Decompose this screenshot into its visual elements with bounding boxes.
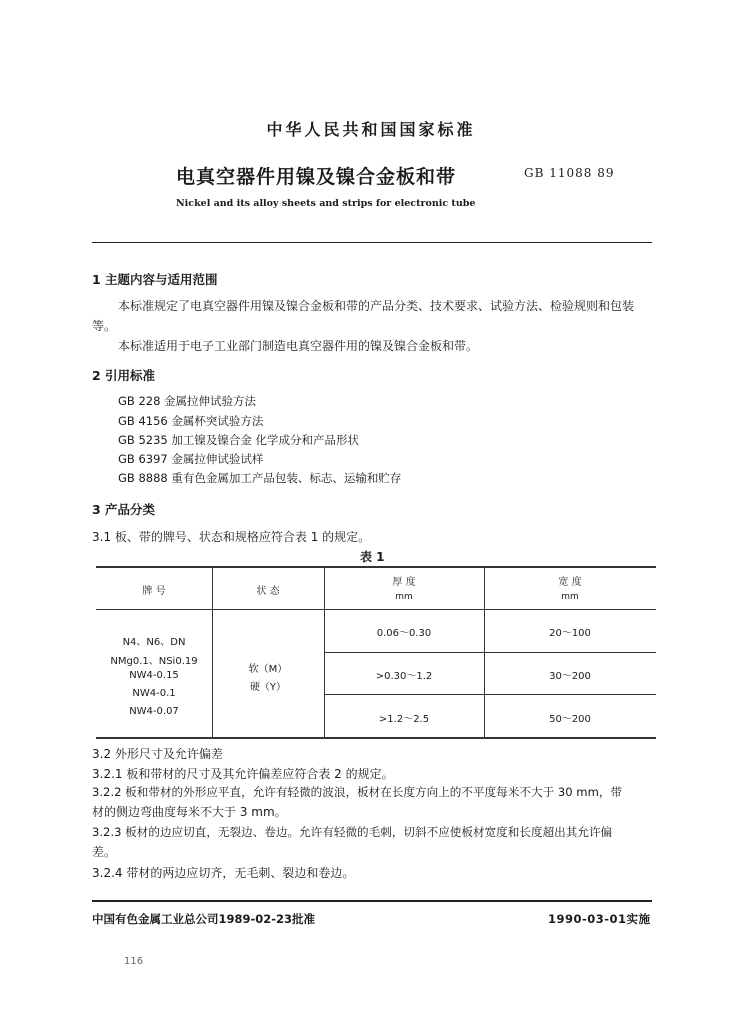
width-cell: 30～200 [549, 671, 591, 682]
header-width-unit: mm [561, 592, 579, 602]
section2-heading: 2 引用标准 [92, 368, 156, 383]
header-thickness-unit: mm [395, 592, 413, 602]
document-title: 电真空器件用镍及镍合金板和带 [176, 166, 457, 188]
reference-item: GB 8888 重有色金属加工产品包装、标志、运输和贮存 [118, 471, 402, 485]
issuing-organization: 中华人民共和国国家标准 [266, 120, 476, 139]
standard-code: GB 11088 89 [524, 166, 615, 180]
reference-item: GB 228 金属拉伸试验方法 [118, 394, 257, 408]
reference-item: GB 4156 金属杯突试验方法 [118, 414, 264, 428]
header-divider [92, 242, 652, 243]
clause-3-2-1: 3.2.1 板和带材的尺寸及其允许偏差应符合表 2 的规定。 [92, 767, 394, 781]
reference-item: GB 5235 加工镍及镍合金 化学成分和产品形状 [118, 433, 360, 447]
footer-divider [92, 900, 652, 902]
header-grade: 牌 号 [142, 586, 166, 597]
clause-3-2-2-line1: 3.2.2 板和带材的外形应平直，允许有轻微的波浪，板材在长度方向上的不平度每米不大于 30 mm，带 [92, 785, 623, 799]
clause-3-1: 3.1 板、带的牌号、状态和规格应符合表 1 的规定。 [92, 530, 371, 544]
thickness-cell: 0.06～0.30 [376, 628, 432, 639]
section1-heading: 1 主题内容与适用范围 [92, 272, 218, 287]
table1-caption: 表 1 [360, 550, 385, 564]
table-bottom-rule [96, 737, 656, 739]
grade-cell: N4、N6、DN [122, 637, 186, 648]
width-cell: 20～100 [549, 628, 591, 639]
table-row-rule [324, 652, 656, 653]
section1-para1-line1: 本标准规定了电真空器件用镍及镍合金板和带的产品分类、技术要求、试验方法、检验规则和包装 [118, 299, 635, 313]
grade-cell: NMg0.1、NSi0.19 [110, 656, 198, 667]
grade-cell: NW4-0.07 [129, 706, 179, 717]
page-number: 116 [124, 956, 144, 967]
effective-date: 1990-03-01实施 [548, 912, 651, 926]
section1-para2: 本标准适用于电子工业部门制造电真空器件用的镍及镍合金板和带。 [118, 339, 479, 353]
grade-cell: NW4-0.15 [129, 670, 179, 681]
clause-3-2-4: 3.2.4 带材的两边应切齐，无毛刺、裂边和卷边。 [92, 866, 355, 880]
grade-cell: NW4-0.1 [132, 688, 176, 699]
width-cell: 50～200 [549, 714, 591, 725]
section3-heading: 3 产品分类 [92, 502, 156, 517]
thickness-cell: >1.2～2.5 [378, 714, 430, 725]
english-title: Nickel and its alloy sheets and strips for electronic tube [176, 198, 476, 209]
state-cell: 硬（Y） [249, 682, 287, 693]
header-thickness: 厚 度 [392, 577, 416, 588]
table-header-rule [96, 609, 656, 610]
state-cell: 软（M） [248, 664, 288, 675]
header-width: 宽 度 [558, 577, 582, 588]
table-top-rule [96, 566, 656, 568]
clause-3-2-heading: 3.2 外形尺寸及允许偏差 [92, 747, 223, 761]
clause-3-2-3-line2: 差。 [92, 845, 117, 859]
table-row-rule [324, 694, 656, 695]
reference-item: GB 6397 金属拉伸试验试样 [118, 452, 264, 466]
approval-line: 中国有色金属工业总公司1989-02-23批准 [92, 912, 316, 926]
header-state: 状 态 [256, 586, 280, 597]
clause-3-2-2-line2: 材的侧边弯曲度每米不大于 3 mm。 [92, 805, 287, 819]
section1-para1-line2: 等。 [92, 319, 117, 333]
thickness-cell: >0.30～1.2 [375, 671, 433, 682]
clause-3-2-3-line1: 3.2.3 板材的边应切直，无裂边、卷边。允许有轻微的毛刺，切斜不应使板材宽度和长度超出其允许偏 [92, 825, 613, 839]
